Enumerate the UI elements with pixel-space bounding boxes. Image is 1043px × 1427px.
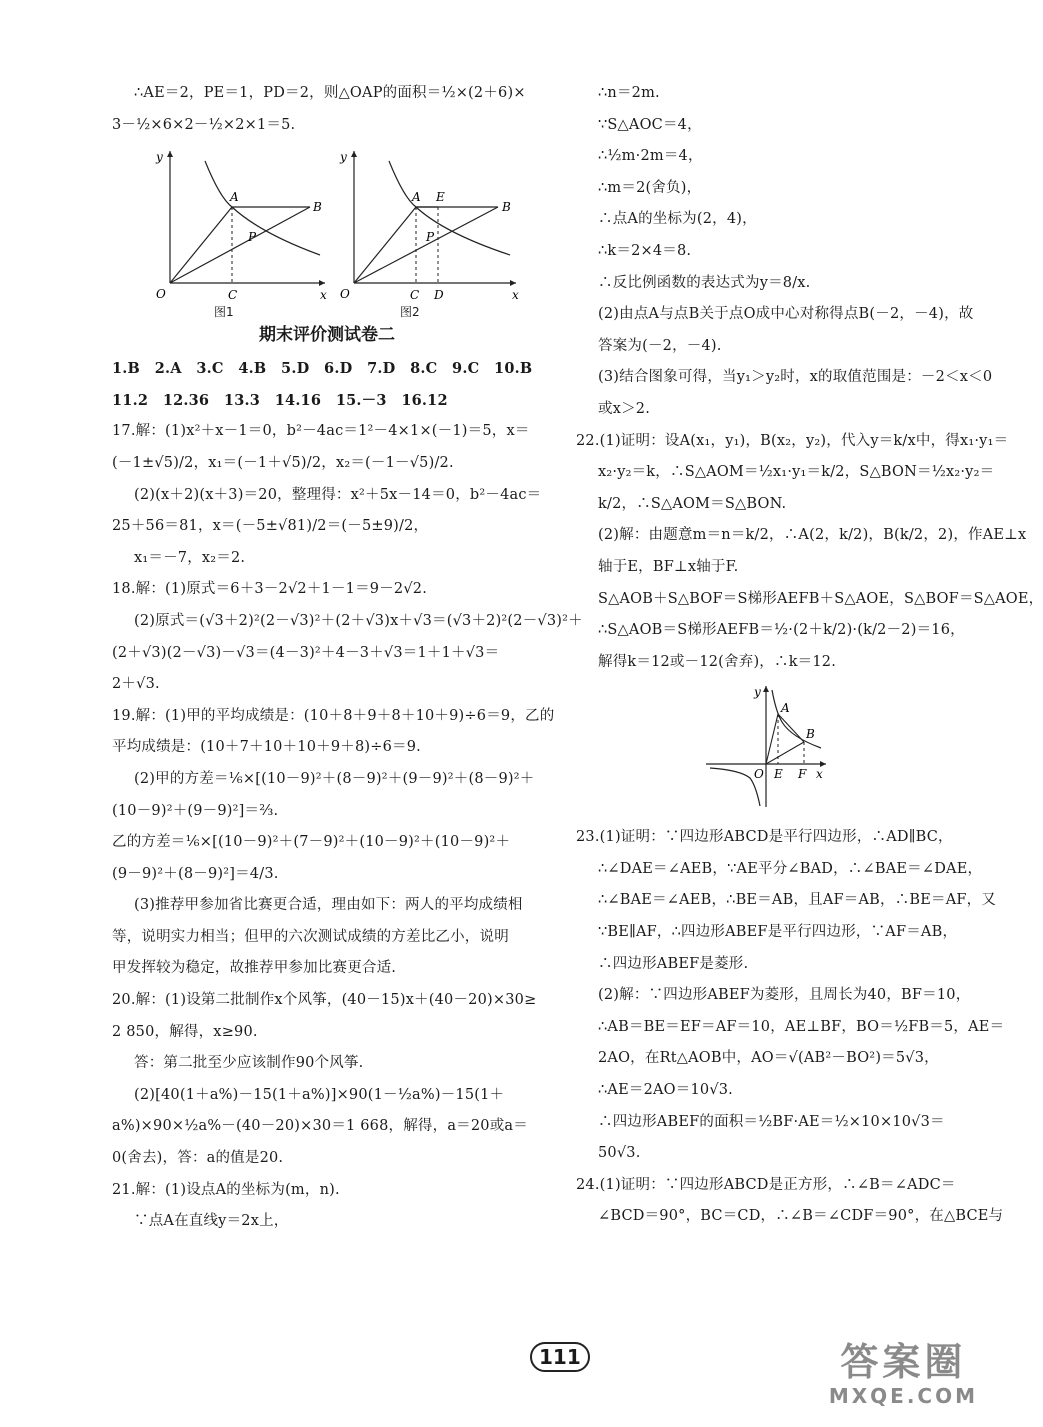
- text-line: 乙的方差＝⅙×[(10－9)²＋(7－9)²＋(10－9)²＋(10－9)²＋: [112, 834, 511, 851]
- figure-1-caption: 图1: [214, 305, 234, 320]
- origin-label: O: [754, 767, 764, 782]
- point-c-label: C: [410, 288, 420, 303]
- origin-label: O: [340, 287, 350, 302]
- watermark-url: MXQE.COM: [828, 1384, 978, 1408]
- text-line: ∵S△AOC＝4，: [598, 116, 702, 133]
- text-line: (2)原式＝(√3＋2)²(2－√3)²＋(2＋√3)x＋√3＝(√3＋2)²(2－√3)²＋: [134, 612, 583, 629]
- text-line: ∴反比例函数的表达式为y＝8/x.: [598, 274, 811, 291]
- text-line: (10－9)²＋(9－9)²]＝⅔.: [112, 802, 279, 819]
- figure-3: [576, 682, 996, 812]
- right-top: [576, 78, 1043, 678]
- text-line: 22.(1)证明：设A(x₁，y₁)，B(x₂，y₂)，代入y＝k/x中，得x₁·y₁＝: [576, 432, 1009, 449]
- point-d-label: D: [434, 288, 444, 303]
- point-e-label: E: [774, 767, 783, 782]
- text-line: 24.(1)证明：∵四边形ABCD是正方形，∴∠B＝∠ADC＝: [576, 1176, 956, 1193]
- figure-1: [150, 143, 330, 320]
- section-title: 期末评价测试卷二: [259, 325, 395, 346]
- text-line: (3)结合图象可得，当y₁＞y₂时，x的取值范围是：－2＜x＜0: [598, 369, 993, 386]
- left-column: [112, 78, 583, 1238]
- origin-label: O: [156, 287, 166, 302]
- text-line: ∴n＝2m.: [598, 85, 660, 101]
- point-c-label: C: [228, 288, 238, 303]
- text-line: ∴m＝2(舍负)，: [598, 179, 702, 196]
- text-line: 3－½×6×2－½×2×1＝5.: [112, 116, 296, 133]
- text-line: (－1±√5)/2，x₁＝(－1＋√5)/2，x₂＝(－1－√5)/2.: [112, 454, 454, 471]
- point-p-label: P: [248, 230, 257, 245]
- figure-2-graph: [334, 143, 524, 313]
- text-line: ∴点A的坐标为(2，4)，: [598, 211, 757, 228]
- text-line: ∴四边形ABEF是菱形.: [598, 955, 749, 972]
- watermark: [829, 1340, 978, 1408]
- text-line: 25＋56＝81，x＝(－5±√81)/2＝(－5±9)/2，: [112, 518, 429, 535]
- figure-2-caption: 图2: [400, 305, 420, 320]
- x-axis-label: x: [320, 288, 327, 303]
- point-p-label: P: [426, 230, 435, 245]
- text-line: 0(舍去)，答：a的值是20.: [112, 1150, 284, 1167]
- text-line: 2 850，解得，x≥90.: [112, 1023, 258, 1040]
- point-a-label: A: [781, 701, 790, 716]
- text-line: ∵点A在直线y＝2x上，: [134, 1213, 289, 1230]
- text-line: ∠BCD＝90°，BC＝CD，∴∠B＝∠CDF＝90°，在△BCE与: [598, 1208, 1004, 1225]
- x-axis-label: x: [816, 767, 823, 782]
- text-line: (9－9)²＋(8－9)²]＝4/3.: [112, 865, 279, 882]
- watermark-text: 答案圈: [840, 1340, 967, 1384]
- text-line: ∴AE＝2，PE＝1，PD＝2，则△OAP的面积＝½×(2＋6)×: [134, 85, 526, 101]
- text-line: 11.2 12.36 13.3 14.16 15.－3 16.12: [112, 391, 448, 409]
- text-line: (2)解：∵四边形ABEF为菱形，且周长为40，BF＝10，: [598, 987, 971, 1004]
- point-a-label: A: [412, 190, 421, 205]
- figure-row: [112, 143, 542, 320]
- text-line: ∴k＝2×4＝8.: [598, 242, 692, 259]
- page-number: 111: [530, 1342, 590, 1372]
- y-axis-label: y: [156, 150, 163, 165]
- text-line: 18.解：(1)原式＝6＋3－2√2＋1－1＝9－2√2.: [112, 581, 428, 598]
- point-a-label: A: [230, 190, 239, 205]
- text-line: 21.解：(1)设点A的坐标为(m，n).: [112, 1181, 340, 1198]
- text-line: 等，说明实力相当；但甲的六次测试成绩的方差比乙小，说明: [112, 928, 509, 945]
- text-line: (3)推荐甲参加省比赛更合适，理由如下：两人的平均成绩相: [134, 897, 523, 914]
- text-line: 2AO，在Rt△AOB中，AO＝√(AB²－BO²)＝5√3，: [598, 1050, 939, 1067]
- text-line: a%)×90×½a%－(40－20)×30＝1 668，解得，a＝20或a＝: [112, 1118, 528, 1135]
- figure-3-graph: [576, 682, 996, 812]
- text-line: (2)甲的方差＝⅙×[(10－9)²＋(8－9)²＋(9－9)²＋(8－9)²＋: [134, 770, 535, 787]
- y-axis-label: y: [754, 685, 761, 700]
- text-line: (2)解：由题意m＝n＝k/2，∴A(2，k/2)，B(k/2，2)，作AE⊥x: [598, 527, 1027, 544]
- text-line: 或x＞2.: [598, 400, 651, 417]
- text-line: (2)[40(1＋a%)－15(1＋a%)]×90(1－½a%)－15(1＋: [134, 1086, 505, 1103]
- point-b-label: B: [502, 200, 511, 215]
- text-line: 轴于E，BF⊥x轴于F.: [598, 558, 739, 575]
- text-line: 50√3.: [598, 1145, 641, 1162]
- text-line: ∴∠DAE＝∠AEB，∵AE平分∠BAD，∴∠BAE＝∠DAE，: [598, 860, 983, 877]
- text-line: 解得k＝12或－12(舍弃)，∴k＝12.: [598, 653, 837, 670]
- text-line: (2)(x＋2)(x＋3)＝20，整理得：x²＋5x－14＝0，b²－4ac＝: [134, 486, 542, 503]
- point-b-label: B: [313, 200, 322, 215]
- right-bottom: [576, 822, 1005, 1233]
- figure-2: [334, 143, 524, 320]
- text-line: x₂·y₂＝k，∴S△AOM＝½x₁·y₁＝k/2，S△BON＝½x₂·y₂＝: [598, 464, 995, 481]
- text-line: 20.解：(1)设第二批制作x个风筝，(40－15)x＋(40－20)×30≥: [112, 992, 537, 1009]
- text-line: 甲发挥较为稳定，故推荐甲参加比赛更合适.: [112, 960, 397, 977]
- point-b-label: B: [806, 727, 815, 742]
- text-line: 17.解：(1)x²＋x－1＝0，b²－4ac＝1²－4×1×(－1)＝5，x＝: [112, 423, 530, 440]
- point-e-label: E: [436, 190, 445, 205]
- text-line: S△AOB＋S△BOF＝S梯形AEFB＋S△AOE，S△BOF＝S△AOE，: [598, 590, 1043, 607]
- figure-1-graph: [150, 143, 330, 313]
- text-line: k/2，∴S△AOM＝S△BON.: [598, 495, 787, 512]
- text-line: 19.解：(1)甲的平均成绩是：(10＋8＋9＋8＋10＋9)÷6＝9，乙的: [112, 707, 555, 724]
- text-line: ∴AB＝BE＝EF＝AF＝10，AE⊥BF，BO＝½FB＝5，AE＝: [598, 1018, 1005, 1035]
- text-line: ∴AE＝2AO＝10√3.: [598, 1082, 733, 1099]
- y-axis-label: y: [340, 150, 347, 165]
- point-f-label: F: [798, 767, 807, 782]
- text-line: 答：第二批至少应该制作90个风筝.: [134, 1055, 364, 1072]
- text-line: x₁＝－7，x₂＝2.: [134, 549, 246, 566]
- text-line: 答案为(－2，－4).: [598, 337, 722, 354]
- text-line: ∴½m·2m＝4，: [598, 148, 703, 165]
- text-line: 1.B 2.A 3.C 4.B 5.D 6.D 7.D 8.C 9.C 10.B: [112, 360, 533, 378]
- text-line: (2＋√3)(2－√3)－√3＝(4－3)²＋4－3＋√3＝1＋1＋√3＝: [112, 644, 500, 661]
- text-line: ∴四边形ABEF的面积＝½BF·AE＝½×10×10√3＝: [598, 1113, 945, 1130]
- text-line: 2＋√3.: [112, 676, 160, 693]
- text-line: ∵BE∥AF，∴四边形ABEF是平行四边形，∵AF＝AB，: [598, 924, 958, 941]
- x-axis-label: x: [512, 288, 519, 303]
- right-column: [576, 78, 1043, 1233]
- text-line: ∴∠BAE＝∠AEB，∴BE＝AB，且AF＝AB，∴BE＝AF，又: [598, 892, 997, 909]
- left-body: [112, 353, 583, 1238]
- text-line: 23.(1)证明：∵四边形ABCD是平行四边形，∴AD∥BC，: [576, 829, 953, 846]
- text-line: ∴S△AOB＝S梯形AEFB＝½·(2＋k/2)·(k/2－2)＝16，: [598, 622, 965, 639]
- text-line: 平均成绩是：(10＋7＋10＋10＋9＋8)÷6＝9.: [112, 739, 421, 756]
- text-line: (2)由点A与点B关于点O成中心对称得点B(－2，－4)，故: [598, 306, 974, 323]
